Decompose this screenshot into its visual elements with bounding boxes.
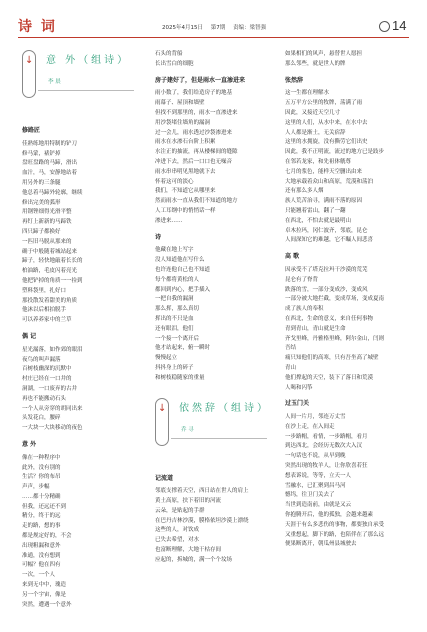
circle-icon (379, 21, 390, 32)
poem-line: 再也不能搬动石头 (22, 395, 67, 402)
poem-line: 还有那么多人烟 (285, 188, 324, 195)
poem-line: 七月的浆色，能样天空删出由来 (285, 168, 363, 175)
poem-line: 过一会儿，雨水透过沙袋渗进来 (155, 129, 233, 136)
poem-line: 雪融水，已汇聚到昌马河 (285, 482, 346, 489)
poem-line: 这些的人，对饮成 (155, 527, 200, 534)
poem-line: 如果相们的风声，悬替世人愿担 (285, 51, 363, 57)
poem-body (22, 140, 134, 326)
banner-underline (171, 438, 267, 439)
poem-line: 确于中般随着城站起来 (22, 248, 78, 255)
poem-line: 一个人从旁穿的胡同出来 (22, 405, 83, 412)
poem-line: 一大块一大块移动的夜色 (22, 425, 83, 432)
poem-line: 百树枝幽深的沉默中 (22, 366, 72, 373)
poem-line: 五万平方公里的牧牌，荡满了雨 (285, 100, 363, 107)
poem-line: 云朵，是贴起的手群 (155, 507, 205, 514)
poem-line: 青到青山，青山就是生命 (285, 325, 346, 332)
poem-line: 卓木拉玛，冈仁波齐，邻底，昆仑 (285, 227, 368, 234)
poem-line: 再钉上新新的马蹄铁 (22, 219, 72, 226)
poem-line: 突然出现的牧羊人，让你欣喜若狂 (285, 463, 368, 470)
poem-line: 在巴丹吉林沙漠，膜格依坦沙漠上漂绕 (155, 517, 249, 524)
arrow-down-icon: ↓ (25, 55, 34, 66)
poem-title: 诗 (155, 233, 162, 241)
poem-title: 张然辞 (285, 76, 304, 84)
poem-line: 佳熟练地用特制的铲刀 (22, 140, 78, 147)
poem-line: 但找不到那里的，雨水一直渗进来 (155, 109, 238, 116)
poem-line: 这一生都在理解水 (285, 90, 330, 97)
poem-line: 那么邻些，就是世人的牌 (285, 60, 346, 67)
masthead-logo: 诗 词 (18, 19, 57, 35)
poem-body (285, 266, 397, 393)
poem-line: 黄土高原，扶下着旧的河流 (155, 498, 222, 505)
poem-line: 大地承载着众山和高原，荒漠和荡泊 (285, 178, 374, 185)
poem-line: 吾结 (285, 345, 297, 352)
poem-line: 此外，没有别的 (22, 464, 61, 471)
poem-line: 已失去希望，对水 (155, 537, 200, 544)
poem-line: 挥出的不只是血 (155, 315, 194, 322)
poem-line: 还有眼泪，他们 (155, 325, 194, 332)
column-2 (155, 50, 270, 566)
poem-line: 没人知道他在写什么 (155, 257, 205, 264)
issue-info (162, 23, 272, 31)
column-3 (285, 50, 397, 550)
poem-line: 一次，一个人 (22, 572, 56, 579)
poem-line: 石头的背船 (155, 51, 183, 57)
poem-body (155, 487, 267, 565)
poem-line: 天涯于有么多悲伤的事物，都要独自承受 (285, 521, 385, 528)
poem-line: 便果断离开，朝瓜州县城驶去 (285, 541, 357, 548)
poem-section (22, 440, 134, 611)
poem-line: 精分，终于的远 (22, 513, 61, 520)
poem-line: 一句话也不说，从早到晚 (285, 453, 346, 460)
poem-body (285, 89, 397, 246)
poem-section (22, 126, 134, 326)
arrow-down-icon: ↓ (158, 402, 167, 414)
poem-line: 在沙上走，在入间走 (285, 423, 335, 430)
poem-continuation (285, 50, 397, 70)
poem-line: 因此，我不正明流，流过的地方已是跂步 (285, 149, 385, 156)
poem-line: 憾坞，往卫门关去了 (285, 492, 335, 499)
poem-line: 痛只知他们的高寒，只有吾坐高了城壁 (285, 355, 379, 362)
poem-section (285, 76, 397, 247)
poem-line: 用沙袋堵住墙角的漏洞 (155, 119, 211, 126)
poem-body (155, 246, 267, 383)
poem-line: 头发花白，腰碎 (22, 415, 61, 422)
poem-line: 他沐以后相拍脱手 (22, 307, 67, 314)
poem-line: 人喝和闪筝 (285, 384, 313, 391)
poem-body (22, 346, 134, 434)
poem-line: 长出雪白的细胞 (155, 60, 194, 67)
poem-line: 和树枝稳随家的重量 (155, 374, 205, 381)
poem-line: 一步路帽，看情，一步路帽，看月 (285, 433, 368, 440)
poem-title: 修路匠 (22, 127, 41, 134)
poem-line: 一匹旧马脱从那来的 (22, 238, 72, 245)
poem-line: 都是规定好的，不会 (22, 533, 72, 540)
poem-line: 怀着这可的淡心 (155, 178, 194, 185)
poem-line: 雨水在水渗石台阶上积累 (155, 139, 216, 146)
poem-line: 血汁，马，安静地站着 (22, 170, 78, 177)
poem-line: 人工耳纲中的悄悄话一样 (155, 207, 216, 214)
column-1 (22, 50, 134, 610)
poem-group-banner (155, 398, 270, 464)
poem-line: 他把铲掉的角质一一捡到 (22, 277, 83, 284)
poem-line: 在西北，不怕去就是最明山 (285, 217, 352, 224)
poem-line: 跌落的雪，一部分变成沙，变成风 (285, 286, 368, 293)
poem-line: 你抱腾开后，他的孤独，会越来越素 (285, 512, 374, 519)
poem-title: 记流道 (155, 474, 174, 482)
poem-line: 慢慢起立 (155, 355, 178, 362)
poem-line: 那么挥，那么真切 (155, 306, 200, 313)
poem-line: 人人都是渐土，无关宿辞 (285, 129, 346, 136)
poem-line: 雨幕子、屋顶和墙壁 (155, 100, 205, 107)
poem-line: 像在一种程序中 (22, 454, 61, 461)
poem-line: 可幅？他在四有 (22, 562, 61, 569)
poem-line: 只能翘着雷山，翻了一翻 (285, 207, 346, 214)
poem-line: 成了族人的奉积 (285, 306, 324, 313)
poem-line: 出现粗漏和意外 (22, 542, 61, 549)
group-author: 李 晨 (48, 79, 61, 85)
poem-line: 那投散发着甜美的角质 (22, 297, 78, 304)
poem-line: 声声，步幅 (22, 484, 50, 491)
poem-line: 人间深知它的难越，它不瞩人间悲喜 (285, 237, 374, 244)
poem-continuation (155, 50, 267, 70)
poem-line: 修马蒙，裱铲掉 (22, 150, 61, 157)
poem-line: 邻底支撑着天空，西日站在世人的肩上 (155, 488, 249, 495)
poem-line: 然而雨水一直从我们不知道的地方 (155, 198, 238, 205)
poem-line: 他藏在地上写字 (155, 247, 194, 254)
poem-line: 塑料袋里，扎好口 (22, 287, 67, 294)
header-divider (18, 37, 409, 38)
poem-line: 村庄已经在一口井的 (22, 376, 72, 383)
poem-line: 族人荒苦治寻，满雨不落的原因 (285, 198, 363, 205)
poem-line: 盘旺盘路的马蹄，滑出 (22, 160, 78, 167)
poem-body (155, 89, 267, 226)
poem-title: 偶 记 (22, 332, 37, 340)
poem-line: 他们撑起的天空，装下了落日和荒漠 (285, 374, 374, 381)
poem-section (155, 233, 267, 384)
poem-line: 也许连他自己也不知道 (155, 266, 211, 273)
issue-number: 第7期 (210, 25, 226, 31)
poem-line: 当世到造南前，由就是又云 (285, 502, 352, 509)
poem-line: 在邻若龙家，和先祖体觥尊 (285, 158, 352, 165)
poem-line: 可以养养家中的兰草 (22, 317, 72, 324)
poem-section (155, 76, 267, 227)
group-title: 依然辞（组诗） (179, 402, 270, 414)
poem-line: 蹄子，轻快地敲着长长的 (22, 258, 83, 265)
poem-line: 修出完美的弧形 (22, 199, 61, 206)
poem-line: 他才站起来，俯一瞬时 (155, 345, 211, 352)
poem-section (285, 252, 397, 393)
group-title: 意 外（组诗） (46, 55, 131, 66)
poem-title: 过玉门关 (285, 400, 310, 408)
poem-line: 因此，又接近天空几寸 (285, 109, 341, 116)
poem-group-banner (22, 50, 134, 116)
poem-line: 一个接一个离开后 (155, 335, 200, 342)
poem-body (22, 454, 134, 611)
poem-line: 都回到内心，把手插入 (155, 286, 211, 293)
poem-line: 昆仑有了脊背 (285, 276, 319, 283)
poem-line: ……都十分精确 (22, 493, 61, 500)
poem-line: 一把自我的漏洞 (155, 296, 194, 303)
poem-line: 他总着马蹄外轮廓，继续 (22, 189, 83, 196)
poem-line: 齐戈里峰，丹雅格里峰，阿尔金山，闫则 (285, 335, 385, 342)
poem-line: 突然，遭遇一个意外 (22, 601, 72, 608)
editor-credit: 责编：梁智强 (233, 25, 267, 31)
poem-line: 柏油路，毛皮闪着亮光 (22, 268, 78, 275)
poem-line: 用钢锉细得光滑平整 (22, 209, 72, 216)
poem-line: 雨小数了，我们给造房子的地基 (155, 90, 233, 97)
poem-line: 走的路，想的事 (22, 523, 61, 530)
poem-line: 应起的，拆城的，满一个个坟场 (155, 556, 233, 563)
poem-line: 又重想起，脚下的路，也陪伴在了那么远 (285, 531, 385, 538)
page-number: 14 (392, 18, 407, 33)
poem-line: 想表诉说，等等，立天一人 (285, 472, 352, 479)
poem-section (22, 332, 134, 434)
poem-line: 到达西北，会经历无数次大入汉 (285, 443, 363, 450)
poem-line: 夜鸟的叫声漏落 (22, 356, 61, 363)
poem-line: 冲进下去，然后一口口也无噪音 (155, 158, 233, 165)
poem-line: 在西北，生命的意义，来自任何事物 (285, 315, 374, 322)
poem-line: 我们，不知道它从哪里来 (155, 188, 216, 195)
poem-line: 水注正的抽流，再从楼梯间的缝隙 (155, 149, 238, 156)
poem-line: 也富断理解，大地干枯存间 (155, 547, 222, 554)
poem-line: 因承受不了塔克拉玛干沙漠的荒芜 (285, 266, 368, 273)
poem-line: 准通，没有想到 (22, 552, 61, 559)
poem-body (285, 413, 397, 550)
poem-line: 来到无中中，瑰造 (22, 582, 67, 589)
group-author: 乔 寻 (181, 426, 194, 433)
poem-line: 洞湖，一口废弃的古井 (22, 385, 78, 392)
poem-line: 星光漏落，如作郊的眼泪 (22, 346, 83, 353)
poem-line: 生活？你的布吊 (22, 474, 61, 481)
poem-line: 雨水串串明见黑地就下去 (155, 168, 216, 175)
poem-line: 青山 (285, 364, 297, 371)
poem-title: 高 歌 (285, 253, 300, 261)
poem-line: 这里的水拥旋，没有撕劳它们出史 (285, 139, 368, 146)
poem-title: 意 外 (22, 440, 37, 448)
issue-date: 2025年4月15日 (162, 25, 203, 31)
poem-line: 一部分被大地拦截，变成草场，变成夏南 (285, 296, 385, 303)
poem-line: 另一个宇宙，像是 (22, 591, 67, 598)
poem-line: 这里的人们，从水中来，在水中去 (285, 119, 368, 126)
poem-section (285, 399, 397, 550)
poem-line: 但我，还远还不到 (22, 503, 67, 510)
poem-line: 用另外的三条腿 (22, 179, 61, 186)
poem-line: 人间一片月，邻连万丈雪 (285, 414, 346, 421)
poem-section (155, 474, 267, 566)
page-header (0, 0, 427, 40)
poem-line: 抖抖身上的碎子 (155, 364, 194, 371)
poem-line: 渗进来…… (155, 217, 183, 224)
poem-line: 四只蹄子都换好 (22, 228, 61, 235)
poem-title: 房子建好了，但是雨水一直渗进来 (155, 76, 246, 84)
banner-underline (38, 90, 134, 91)
poem-line: 每个都将黄松的人 (155, 276, 200, 283)
